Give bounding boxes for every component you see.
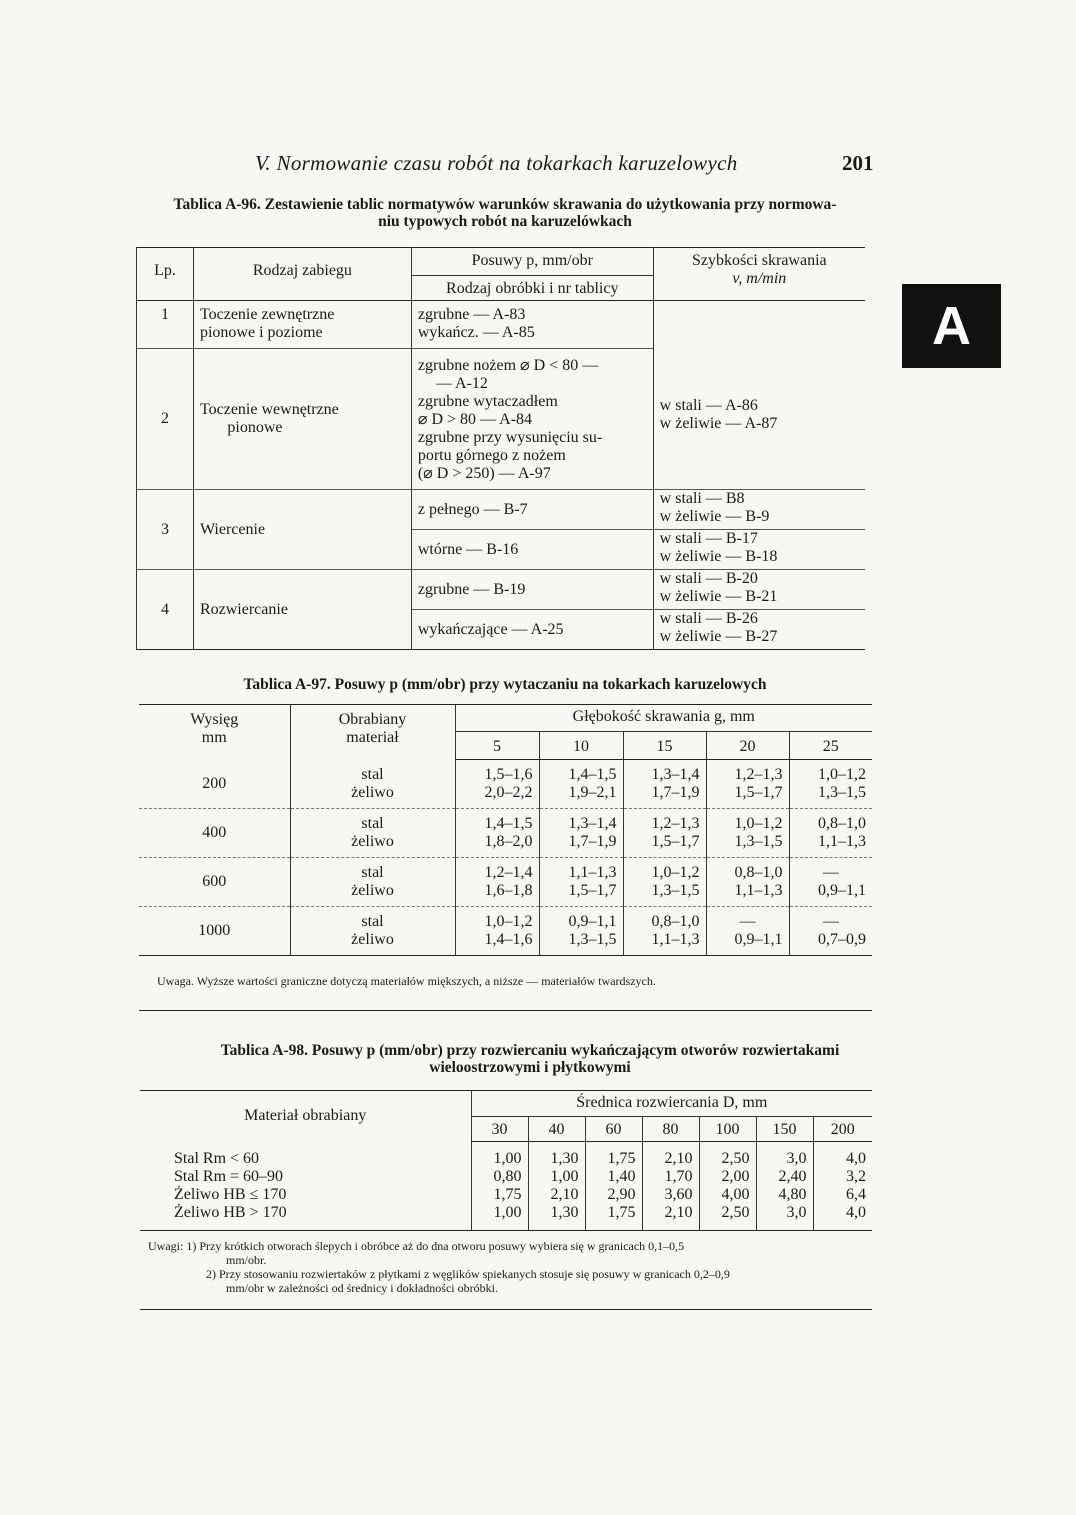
diameter-header: 150 [756, 1117, 813, 1142]
value-cell [789, 907, 872, 956]
caption-line: Tablica A-96. Zestawienie tablic normatywów warunków skrawania do użytkowania przy normowa- [173, 196, 837, 213]
value-text: 1,7–1,9 [568, 833, 617, 850]
value-cell [455, 907, 539, 956]
value-cell [623, 760, 706, 809]
value-cell [455, 809, 539, 858]
material-text: żeliwo [351, 833, 394, 850]
wysieg-cell: 1000 [139, 907, 290, 956]
value-text: 6,4 [846, 1186, 866, 1203]
szybkosci-text: w żeliwie — B-18 [659, 548, 778, 565]
value-text: 0,9–1,1 [734, 931, 783, 948]
zabieg-cell [193, 301, 411, 349]
posuwy-cell [411, 301, 653, 349]
material-text: stal [361, 815, 384, 832]
depth-header: 5 [455, 732, 539, 760]
table-a97 [139, 704, 872, 1011]
szybkosci-cell [653, 570, 865, 610]
value-cell [623, 809, 706, 858]
value-text: 2,50 [721, 1204, 750, 1221]
szybkosci-text: w stali — B-26 [659, 610, 758, 627]
header-row [139, 705, 872, 732]
posuwy-text: (⌀ D > 250) — A-97 [417, 465, 551, 482]
diameter-header: 200 [813, 1117, 872, 1142]
material-text: Stal Rm < 60 [174, 1149, 260, 1167]
wysieg-cell: 200 [139, 760, 290, 809]
material-text: stal [361, 913, 384, 930]
szybkosci-text: w stali — B-17 [659, 530, 758, 547]
table-row [137, 301, 866, 349]
material-label: materiał [346, 729, 399, 746]
table-a97-caption: Tablica A-97. Posuwy p (mm/obr) przy wytaczaniu na tokarkach karuzelowych [243, 676, 767, 693]
note-row [139, 956, 872, 1011]
posuwy-cell [411, 349, 653, 490]
row-number: 3 [137, 490, 194, 570]
material-text: Stal Rm = 60–90 [174, 1167, 284, 1185]
row-number: 4 [137, 570, 194, 650]
value-text: 4,00 [721, 1186, 750, 1203]
posuwy-text: — A-12 [435, 375, 488, 392]
note-text: mm/obr w zależności od średnicy i dokładności obróbki. [226, 1281, 498, 1295]
value-cell [789, 858, 872, 907]
value-text: 1,75 [493, 1186, 522, 1203]
value-text: 1,0–1,2 [484, 913, 533, 930]
value-column [813, 1142, 872, 1231]
value-text: 2,10 [664, 1150, 693, 1167]
value-text: 1,75 [607, 1204, 636, 1221]
material-cell [290, 809, 455, 858]
value-text: 1,7–1,9 [651, 784, 700, 801]
value-text: 3,2 [846, 1168, 866, 1185]
zabieg-text: Wiercenie [193, 490, 411, 570]
table-a96-caption [120, 196, 890, 230]
szybkosci-cell [653, 610, 865, 650]
posuwy-text: zgrubne nożem ⌀ D < 80 — [417, 357, 599, 374]
value-text: 1,4–1,6 [484, 931, 533, 948]
value-cell [539, 858, 623, 907]
material-text: żeliwo [351, 783, 394, 801]
col-header-wysieg [139, 705, 290, 760]
note-text: mm/obr. [226, 1253, 267, 1267]
szybkosci-cell [653, 490, 865, 530]
value-cell [706, 907, 789, 956]
value-text: 0,8–1,0 [818, 815, 866, 832]
value-text: 0,8–1,0 [651, 913, 700, 930]
table-row [139, 858, 872, 907]
value-text: 1,1–1,3 [734, 882, 783, 899]
value-text: 2,10 [550, 1186, 579, 1203]
value-text: 1,3–1,4 [651, 766, 700, 783]
value-text: 1,5–1,7 [734, 784, 783, 801]
value-text: 0,80 [493, 1168, 522, 1185]
value-column [756, 1142, 813, 1231]
szybkosci-text: w żeliwie — B-21 [659, 588, 778, 605]
material-text: Żeliwo HB > 170 [174, 1203, 287, 1221]
running-header: V. Normowanie czasu robót na tokarkach karuzelowych [255, 151, 738, 175]
value-text: 2,0–2,2 [484, 784, 533, 801]
row-number: 1 [137, 301, 194, 349]
value-text: 0,9–1,1 [568, 913, 617, 930]
value-cell [455, 760, 539, 809]
note-text: 2) Przy stosowaniu rozwiertaków z płytkami z węglików spiekanych stosuje się posuwy w granicach 0,2–0,9 [206, 1267, 730, 1281]
table-row [137, 490, 866, 530]
value-text: 4,0 [846, 1204, 866, 1221]
depth-header: 20 [706, 732, 789, 760]
value-text: 1,1–1,3 [651, 931, 700, 948]
posuwy-text: portu górnego z nożem [417, 447, 566, 464]
value-cell [539, 809, 623, 858]
value-cell [789, 809, 872, 858]
table-row [139, 809, 872, 858]
value-text: 2,40 [778, 1168, 807, 1185]
value-text: 1,9–2,1 [568, 784, 617, 801]
value-column [642, 1142, 699, 1231]
caption-line: Tablica A-98. Posuwy p (mm/obr) przy rozwiercaniu wykańczającym otworów rozwiertakami [220, 1042, 840, 1059]
section-tab-marker: A [902, 284, 1001, 368]
value-text: 1,4–1,5 [484, 815, 533, 832]
table-note: Uwaga. Wyższe wartości graniczne dotyczą materiałów miększych, a niższe — materiałów twardszych. [139, 956, 872, 1011]
zabieg-cell [193, 349, 411, 490]
value-text: 1,3–1,5 [734, 833, 783, 850]
value-text: 1,00 [550, 1168, 579, 1185]
value-cell [539, 907, 623, 956]
notes-row [140, 1231, 872, 1310]
szybkosci-cell [653, 301, 865, 490]
rodzaj-obrobki-label: Rodzaj obróbki i nr tablicy [446, 280, 619, 297]
szybkosci-text: w żeliwie — A-87 [659, 415, 778, 432]
value-cell [706, 809, 789, 858]
table-a98-caption [120, 1042, 940, 1076]
diameter-header: 30 [471, 1117, 528, 1142]
material-list [140, 1142, 471, 1231]
diameter-header: 80 [642, 1117, 699, 1142]
table-a96 [136, 247, 865, 650]
table-row [139, 760, 872, 809]
header-row [140, 1091, 872, 1117]
note-text: Uwagi: 1) Przy krótkich otworach ślepych i obróbce aż do dna otworu posuwy wybiera się w granicach 0,1–0,5 [148, 1239, 685, 1253]
zabieg-text: Toczenie wewnętrzne [199, 401, 339, 418]
value-text: 1,2–1,3 [651, 815, 700, 832]
value-cell [455, 858, 539, 907]
value-text: 1,5–1,7 [651, 833, 700, 850]
posuwy-text: wtórne — B-16 [411, 530, 653, 570]
value-text: 0,7–0,9 [818, 931, 866, 948]
page-number: 201 [842, 151, 874, 175]
value-text: 1,00 [493, 1204, 522, 1221]
szybkosci-label: Szybkości skrawania [692, 252, 827, 269]
posuwy-text: zgrubne — B-19 [411, 570, 653, 610]
value-text: 1,70 [664, 1168, 693, 1185]
col-header-posuwy [411, 248, 653, 301]
value-text: 1,2–1,3 [734, 766, 783, 783]
szybkosci-text: w żeliwie — B-27 [659, 628, 778, 645]
depth-header: 10 [539, 732, 623, 760]
material-label: Obrabiany [338, 711, 407, 728]
value-text: 1,3–1,5 [568, 931, 617, 948]
col-header-rodzaj-zabiegu: Rodzaj zabiegu [193, 248, 411, 301]
szybkosci-text: w stali — A-86 [659, 397, 758, 414]
posuwy-label: Posuwy p, mm/obr [412, 248, 653, 276]
value-text: 2,00 [721, 1168, 750, 1185]
header-row [137, 248, 866, 301]
posuwy-text: wykańcz. — A-85 [417, 324, 535, 341]
diameter-header: 60 [585, 1117, 642, 1142]
table-a98 [140, 1090, 872, 1310]
value-text: 4,0 [846, 1150, 866, 1167]
value-text: 1,3–1,5 [818, 784, 866, 801]
zabieg-text: Toczenie zewnętrzne [199, 306, 335, 323]
diameter-header: 100 [699, 1117, 756, 1142]
value-column [528, 1142, 585, 1231]
value-text: — [822, 913, 839, 930]
value-text: 1,0–1,2 [818, 766, 866, 783]
caption-line: niu typowych robót na karuzelówkach [378, 213, 632, 230]
value-cell [623, 858, 706, 907]
material-text: stal [361, 765, 384, 783]
szybkosci-text: w żeliwie — B-9 [659, 508, 770, 525]
value-text: 0,9–1,1 [818, 882, 866, 899]
szybkosci-text: w stali — B-20 [659, 570, 758, 587]
col-header-srednica: Średnica rozwiercania D, mm [471, 1091, 872, 1117]
value-text: 1,5–1,6 [484, 766, 533, 783]
value-text: 1,40 [607, 1168, 636, 1185]
szybkosci-cell [653, 530, 865, 570]
value-column [699, 1142, 756, 1231]
value-text: 1,00 [493, 1150, 522, 1167]
value-text: 1,5–1,7 [568, 882, 617, 899]
posuwy-text: zgrubne wytaczadłem [417, 393, 558, 410]
diameter-header: 40 [528, 1117, 585, 1142]
value-text: 2,50 [721, 1150, 750, 1167]
value-text: 2,10 [664, 1204, 693, 1221]
value-cell [539, 760, 623, 809]
depth-header: 15 [623, 732, 706, 760]
wysieg-cell: 600 [139, 858, 290, 907]
value-text: 1,6–1,8 [484, 882, 533, 899]
material-text: żeliwo [351, 931, 394, 948]
value-text: 1,75 [607, 1150, 636, 1167]
value-text: — [739, 913, 756, 930]
value-text: 1,3–1,5 [651, 882, 700, 899]
szybkosci-unit: v, m/min [732, 270, 787, 287]
zabieg-text: pionowe [227, 419, 283, 436]
material-text: Żeliwo HB ≤ 170 [174, 1185, 287, 1203]
value-text: 1,30 [550, 1150, 579, 1167]
wysieg-label: Wysięg [190, 711, 239, 728]
col-header-material: Materiał obrabiany [244, 1107, 367, 1125]
material-text: stal [361, 864, 384, 881]
col-header-material [290, 705, 455, 760]
value-text: 2,90 [607, 1186, 636, 1203]
zabieg-text: Rozwiercanie [193, 570, 411, 650]
material-text: żeliwo [351, 882, 394, 899]
value-cell [706, 858, 789, 907]
value-column [471, 1142, 528, 1231]
zabieg-text: pionowe i poziome [199, 324, 323, 341]
wysieg-unit: mm [201, 729, 227, 746]
value-text: 3,60 [664, 1186, 693, 1203]
row-number: 2 [137, 349, 194, 490]
value-cell [706, 760, 789, 809]
posuwy-text: zgrubne przy wysunięciu su- [417, 429, 603, 446]
value-text: 0,8–1,0 [734, 864, 783, 881]
posuwy-text: wykańczające — A-25 [411, 610, 653, 650]
value-text: — [822, 864, 839, 881]
value-column [585, 1142, 642, 1231]
posuwy-text: ⌀ D > 80 — A-84 [417, 411, 533, 428]
material-cell [290, 760, 455, 809]
value-text: 3,0 [786, 1204, 807, 1221]
value-cell [789, 760, 872, 809]
value-text: 1,4–1,5 [568, 766, 617, 783]
posuwy-text: z pełnego — B-7 [411, 490, 653, 530]
value-text: 1,30 [550, 1204, 579, 1221]
table-body-row [140, 1142, 872, 1231]
wysieg-cell: 400 [139, 809, 290, 858]
material-cell [290, 907, 455, 956]
value-cell [623, 907, 706, 956]
value-text: 1,1–1,3 [818, 833, 866, 850]
value-text: 4,80 [778, 1186, 807, 1203]
szybkosci-text: w stali — B8 [659, 490, 745, 507]
col-header-szybkosci [653, 248, 865, 301]
col-header-glebokosc: Głębokość skrawania g, mm [455, 705, 872, 732]
value-text: 1,0–1,2 [651, 864, 700, 881]
posuwy-text: zgrubne — A-83 [417, 306, 526, 323]
value-text: 3,0 [786, 1150, 807, 1167]
value-text: 1,8–2,0 [484, 833, 533, 850]
value-text: 1,0–1,2 [734, 815, 783, 832]
table-row [139, 907, 872, 956]
table-notes [140, 1231, 872, 1310]
table-row [137, 570, 866, 610]
value-text: 1,3–1,4 [568, 815, 617, 832]
col-header-lp: Lp. [137, 248, 194, 301]
depth-header: 25 [789, 732, 872, 760]
caption-line: wieloostrzowymi i płytkowymi [429, 1059, 631, 1076]
value-text: 1,2–1,4 [484, 864, 533, 881]
material-cell [290, 858, 455, 907]
value-text: 1,1–1,3 [568, 864, 617, 881]
